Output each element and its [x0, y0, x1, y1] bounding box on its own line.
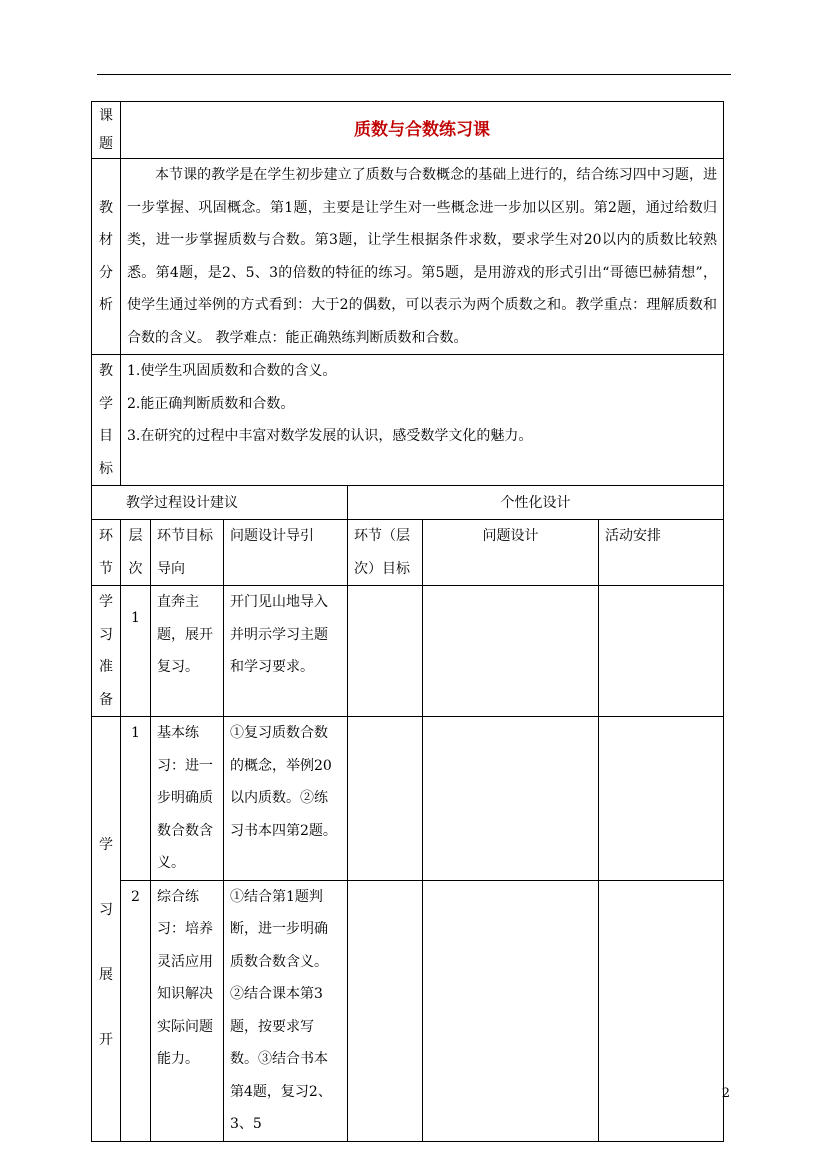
stage2-p-question-2: [423, 880, 599, 1141]
topic-label: 课题: [92, 102, 121, 159]
stage2-goal-1: 基本练习：进一步明确质数合数含义。: [151, 717, 224, 881]
goals-label: 教 学 目 标: [92, 355, 121, 486]
stage1-name: 学 习 准 备: [92, 586, 121, 717]
stage2-p-question-1: [423, 717, 599, 881]
col-goal: 环节目标导向: [151, 520, 224, 586]
stage1-goal: 直奔主题，展开复习。: [151, 586, 224, 717]
col-activity: 活动安排: [599, 520, 724, 586]
col-personal-stage: 环节（层次）目标: [348, 520, 423, 586]
stage1-guide: 开门见山地导入并明示学习主题和学习要求。: [224, 586, 348, 717]
col-stage: 环 节: [92, 520, 121, 586]
stage2-p-activity-2: [599, 880, 724, 1141]
goal-item: 2.能正确判断质数和合数。: [127, 395, 295, 412]
stage2-p-activity-1: [599, 717, 724, 881]
material-analysis: 本节课的教学是在学生初步建立了质数与合数概念的基础上进行的，结合练习四中习题，进一步掌握、巩固概念。第1题，主要是让学生对一些概念进一步加以区别。第2题，通过给数归类，进一步掌握质数与合数。第3题，让学生根据条件求数，要求学生对20以内的质数比较熟悉。第4题，是2、5、3的倍数的特征的练习。第5题，是用游戏的形式引出“哥德巴赫猜想”，使学生通过举例的方式看到：大于2的偶数，可以表示为两个质数之和。教学重点：理解质数和合数的含义。 教学难点：能正确熟练判断质数和合数。: [121, 159, 724, 355]
personal-header: 个性化设计: [348, 486, 724, 520]
stage1-level: 1: [121, 586, 151, 717]
goals-list: [121, 355, 724, 486]
lesson-title: 质数与合数练习课: [121, 102, 724, 159]
stage2-level-1: 1: [121, 717, 151, 881]
stage1-p-question: [423, 586, 599, 717]
stage1-p-stage: [348, 586, 423, 717]
col-guide: 问题设计导引: [224, 520, 348, 586]
stage2-guide-2: ①结合第1题判断，进一步明确质数合数含义。②结合课本第3题，按要求写数。③结合书本第4题，复习2、3、5: [224, 880, 348, 1141]
stage2-p-stage-1: [348, 717, 423, 881]
stage1-p-activity: [599, 586, 724, 717]
stage2-goal-2: 综合练习：培养灵活应用知识解决实际问题能力。: [151, 880, 224, 1141]
goal-item: 1.使学生巩固质数和合数的含义。: [127, 363, 337, 379]
header-rule: [97, 74, 731, 75]
stage2-guide-1: ①复习质数合数的概念，举例20以内质数。②练习书本四第2题。: [224, 717, 348, 881]
material-label: 教 材 分 析: [92, 159, 121, 355]
goal-item: 3.在研究的过程中丰富对数学发展的认识，感受数学文化的魅力。: [127, 428, 533, 444]
stage2-name: 学 习 展 开: [92, 717, 121, 1142]
col-level: 层 次: [121, 520, 151, 586]
stage2-p-stage-2: [348, 880, 423, 1141]
lesson-plan-table: [91, 101, 724, 1142]
stage2-level-2: 2: [121, 880, 151, 1141]
col-question: 问题设计: [423, 520, 599, 586]
process-header: 教学过程设计建议: [92, 486, 348, 520]
page-number: 2: [721, 1086, 730, 1101]
